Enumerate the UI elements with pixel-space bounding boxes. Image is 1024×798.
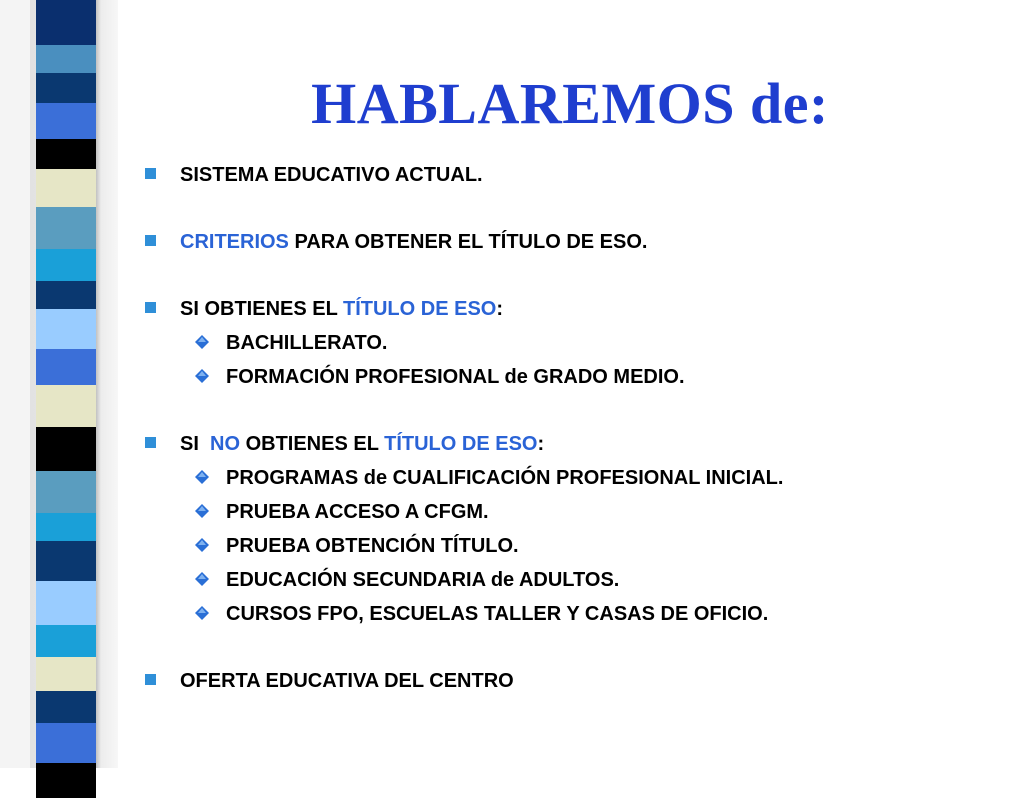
stripe-segment	[36, 0, 96, 45]
bullet-item-si-obtienes: SI OBTIENES EL TÍTULO DE ESO:	[140, 292, 1000, 326]
stripe-segment	[36, 139, 96, 169]
highlight-text: NO	[210, 433, 241, 455]
sub-item-programas: PROGRAMAS de CUALIFICACIÓN PROFESIONAL INICIAL.	[140, 461, 1000, 495]
stripe-segment	[36, 471, 96, 513]
stripe-shadow	[96, 0, 101, 768]
bullet-item-oferta: OFERTA EDUCATIVA DEL CENTRO	[140, 664, 1000, 698]
stripe-segment	[36, 513, 96, 541]
stripe-segment	[36, 385, 96, 427]
stripe-segment	[36, 723, 96, 763]
slide-content	[140, 158, 1000, 698]
diamond-bullet-icon	[195, 572, 209, 586]
stripe-segment	[36, 349, 96, 385]
diamond-bullet-icon	[195, 335, 209, 349]
sub-item-prueba-obtencion: PRUEBA OBTENCIÓN TÍTULO.	[140, 529, 1000, 563]
stripe-segment	[36, 763, 96, 798]
bullet-item-criterios: CRITERIOS PARA OBTENER EL TÍTULO DE ESO.	[140, 225, 1000, 259]
sub-item-bachillerato: BACHILLERATO.	[140, 326, 1000, 360]
diamond-bullet-icon	[195, 369, 209, 383]
stripe-segment	[36, 207, 96, 249]
stripe-segment	[36, 691, 96, 723]
square-bullet-icon	[145, 674, 156, 685]
diamond-bullet-icon	[195, 606, 209, 620]
square-bullet-icon	[145, 302, 156, 313]
square-bullet-icon	[145, 168, 156, 179]
stripe-segment	[36, 541, 96, 581]
stripe-segment	[36, 103, 96, 139]
highlight-text: TÍTULO DE ESO	[384, 433, 538, 455]
sub-item-prueba-acceso: PRUEBA ACCESO A CFGM.	[140, 495, 1000, 529]
stripe-segment	[36, 45, 96, 73]
highlight-text: TÍTULO DE ESO	[343, 298, 497, 320]
decorative-stripe-column	[36, 0, 96, 768]
sub-item-educacion-adultos: EDUCACIÓN SECUNDARIA de ADULTOS.	[140, 563, 1000, 597]
stripe-segment	[36, 73, 96, 103]
square-bullet-icon	[145, 437, 156, 448]
diamond-bullet-icon	[195, 504, 209, 518]
sub-item-cursos-fpo: CURSOS FPO, ESCUELAS TALLER Y CASAS DE OFICIO.	[140, 597, 1000, 631]
slide-title: HABLAREMOS de:	[311, 71, 829, 136]
sub-item-formacion-profesional: FORMACIÓN PROFESIONAL de GRADO MEDIO.	[140, 360, 1000, 394]
stripe-segment	[36, 625, 96, 657]
bullet-item-sistema: SISTEMA EDUCATIVO ACTUAL.	[140, 158, 1000, 192]
stripe-segment	[36, 427, 96, 471]
stripe-segment	[36, 169, 96, 207]
stripe-segment	[36, 249, 96, 281]
bullet-item-si-no-obtienes: SI NO OBTIENES EL TÍTULO DE ESO:	[140, 427, 1000, 461]
stripe-segment	[36, 657, 96, 691]
highlight-text: CRITERIOS	[180, 231, 289, 253]
square-bullet-icon	[145, 235, 156, 246]
stripe-segment	[36, 309, 96, 349]
stripe-segment	[36, 581, 96, 625]
diamond-bullet-icon	[195, 538, 209, 552]
diamond-bullet-icon	[195, 470, 209, 484]
stripe-segment	[36, 281, 96, 309]
